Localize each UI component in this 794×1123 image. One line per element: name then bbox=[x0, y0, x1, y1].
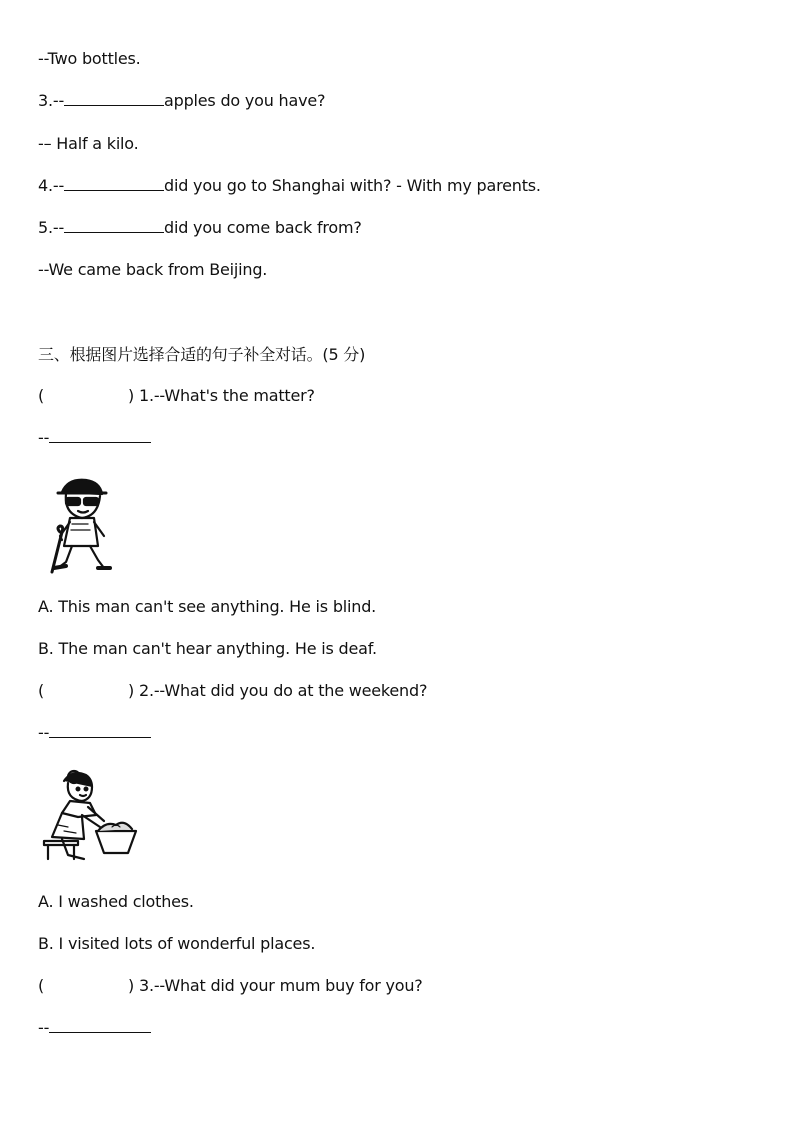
reply-blank-3[interactable] bbox=[49, 1018, 151, 1033]
question-4-number: 4.-- bbox=[38, 176, 65, 195]
question-3-number: 3.-- bbox=[38, 91, 65, 110]
question-4 bbox=[38, 176, 541, 196]
reply-line-2 bbox=[38, 723, 151, 743]
option-a-1: A. This man can't see anything. He is blind. bbox=[38, 597, 377, 616]
question-3-text: apples do you have? bbox=[164, 91, 326, 110]
question-4-text: did you go to Shanghai with? - With my parents. bbox=[164, 176, 541, 195]
paren-open-1: ( bbox=[38, 386, 45, 405]
question-3 bbox=[38, 91, 325, 111]
girl-washing-clothes-icon bbox=[38, 765, 138, 865]
answer-blank-3[interactable] bbox=[64, 91, 164, 106]
reply-prefix-1: -- bbox=[38, 428, 50, 447]
question-3-text-s3: ) 3.--What did your mum buy for you? bbox=[128, 976, 423, 995]
question-5-number: 5.-- bbox=[38, 218, 65, 237]
reply-line-3 bbox=[38, 1018, 151, 1038]
answer-blank-4[interactable] bbox=[64, 176, 164, 191]
paren-open-2: ( bbox=[38, 681, 45, 700]
section-3-heading: 三、根据图片选择合适的句子补全对话。(5 分) bbox=[38, 345, 366, 364]
section-3-question-3 bbox=[38, 976, 423, 996]
answer-blank-5[interactable] bbox=[64, 218, 164, 233]
section-3-question-1 bbox=[38, 386, 315, 406]
option-b-1: B. The man can't hear anything. He is deaf. bbox=[38, 639, 377, 658]
blind-man-with-cane-icon bbox=[38, 474, 118, 574]
option-b-2: B. I visited lots of wonderful places. bbox=[38, 934, 316, 953]
answer-line-3: -– Half a kilo. bbox=[38, 134, 139, 153]
answer-line-5: --We came back from Beijing. bbox=[38, 260, 268, 279]
section-3-question-2 bbox=[38, 681, 427, 701]
question-5-text: did you come back from? bbox=[164, 218, 362, 237]
question-2-text: ) 2.--What did you do at the weekend? bbox=[128, 681, 428, 700]
question-1-text: ) 1.--What's the matter? bbox=[128, 386, 315, 405]
reply-blank-2[interactable] bbox=[49, 723, 151, 738]
paren-open-3: ( bbox=[38, 976, 45, 995]
reply-line-1 bbox=[38, 428, 151, 448]
reply-prefix-3: -- bbox=[38, 1018, 50, 1037]
option-a-2: A. I washed clothes. bbox=[38, 892, 194, 911]
answer-line-2: --Two bottles. bbox=[38, 49, 141, 68]
reply-blank-1[interactable] bbox=[49, 428, 151, 443]
reply-prefix-2: -- bbox=[38, 723, 50, 742]
question-5 bbox=[38, 218, 362, 238]
